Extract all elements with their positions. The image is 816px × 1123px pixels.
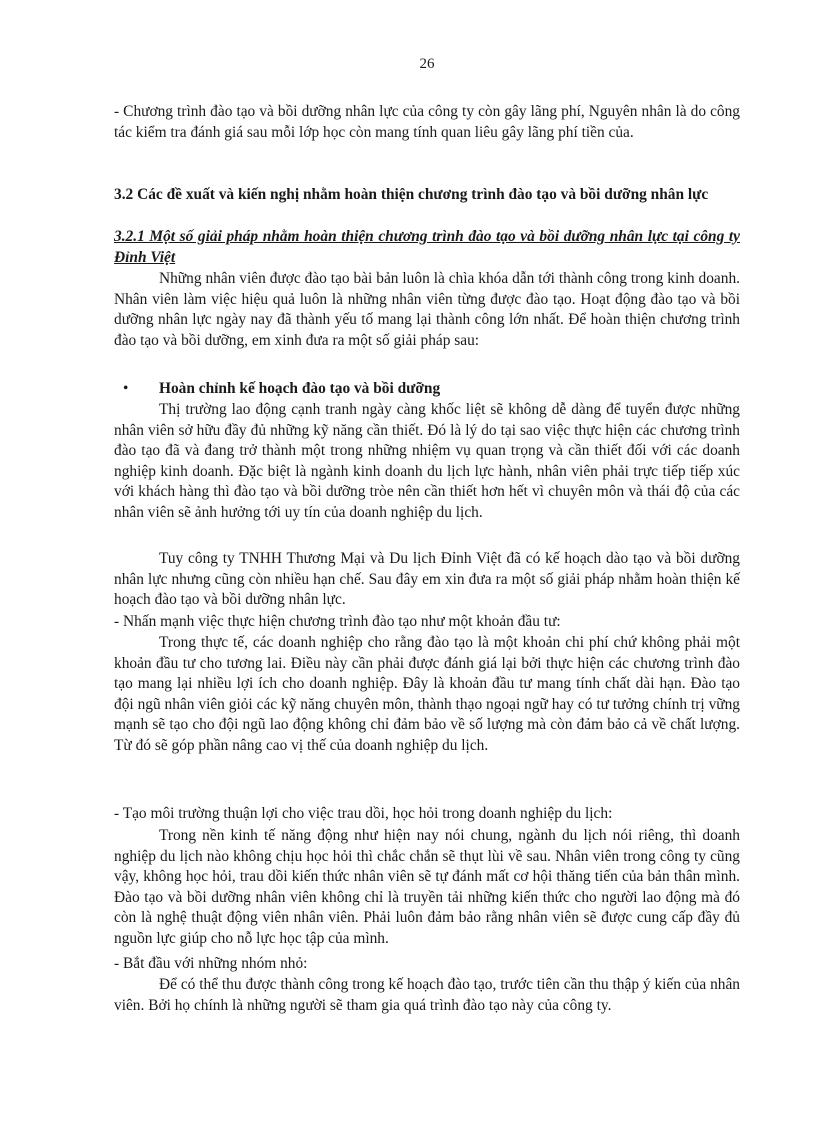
item-investment-title: - Nhấn mạnh việc thực hiện chương trình đào tạo như một khoản đầu tư:: [114, 613, 561, 630]
item-small-groups-body: Để có thể thu được thành công trong kế hoạch đào tạo, trước tiên cần thu thập ý kiến của nhân viên. Bởi họ chính là những người sẽ tham gia quá trình đào tạo này của công ty.: [114, 976, 740, 1014]
item-environment-title: - Tạo môi trường thuận lợi cho việc trau dồi, học hỏi trong doanh nghiệp du lịch:: [114, 805, 613, 822]
bullet-heading: [114, 379, 785, 400]
paragraph-labor-market: Thị trường lao động cạnh tranh ngày càng khốc liệt sẽ không dễ dàng để tuyển được những nhân viên sở hữu đầy đủ những kỹ năng cần thiết. Đó là lý do tại sao việc thực hiện các chương trình đào tạo đã và đang trở thành một trong những nhiệm vụ quan trọng và cần thiết đối với các doanh nghiệp kinh doanh. Đặc biệt là ngành kinh doanh du lịch lực hành, nhân viên phải trực tiếp tiếp xúc với khách hàng thì đào tạo và bồi dưỡng tròe nên cần thiết hơn hết vì chuyên môn và thái độ của các nhân viên sẽ ảnh hưởng tới uy tín của doanh nghiệp du lịch.: [114, 401, 740, 521]
bullet-icon: •: [123, 380, 129, 397]
bullet-heading-text: Hoàn chỉnh kế hoạch đào tạo và bồi dưỡng: [159, 380, 441, 397]
item-environment-body: Trong nền kinh tế năng động như hiện nay nói chung, ngành du lịch nói riêng, thì doanh nghiệp du lịch nào không chịu học hỏi thì chắc chắn sẽ thụt lùi về sau. Nhân viên trong công ty cũng vậy, không học hỏi, trau dồi kiến thức nhân viên sẽ tự đánh mất cơ hội thăng tiến của bản thân mình. Đào tạo và bồi dưỡng nhân viên không chỉ là truyền tải những kiến thức cho người lao động mà đó còn là nghệ thuật động viên nhân viên. Phải luôn đảm bảo rằng nhân viên sẽ được cung cấp đầy đủ nguồn lực giúp cho nỗ lực học tập của mình.: [114, 827, 740, 947]
item-investment-body: Trong thực tế, các doanh nghiệp cho rằng đào tạo là một khoản chi phí chứ không phải một khoản đầu tư cho tương lai. Điều này cần phải được đánh giá lại bởi thực hiện các chương trình đào tạo mang lại nhiều lợi ích cho doanh nghiệp. Đây là khoản đầu tư mang tính chất dài hạn. Đào tạo đội ngũ nhân viên giỏi các kỹ năng chuyên môn, thành thạo ngoại ngữ hay có tư tưởng chính trị vững mạnh sẽ tạo cho đội ngũ lao động không chỉ đảm bảo về số lượng mà còn đảm bảo cả về chất lượng. Từ đó sẽ góp phần nâng cao vị thế của doanh nghiệp du lịch.: [114, 634, 740, 754]
section-heading-3-2: 3.2 Các đề xuất và kiến nghị nhằm hoàn thiện chương trình đào tạo và bồi dưỡng nhân lực: [114, 186, 709, 203]
paragraph-intro-training: Những nhân viên được đào tạo bài bản luôn là chìa khóa dẫn tới thành công trong kinh doanh. Nhân viên làm việc hiệu quả luôn là những nhân viên từng được đào tạo. Hoạt động đào tạo và bồi dưỡng nhân lực ngày nay đã thành yếu tố mang lại thành công lớn nhất. Để hoàn thiện chương trình đào tạo và bồi dưỡng, em xinh đưa ra một số giải pháp sau:: [114, 270, 740, 349]
paragraph-company-plan: Tuy công ty TNHH Thương Mại và Du lịch Đỉnh Việt đã có kế hoạch dào tạo và bồi dưỡng nhân lực nhưng cũng còn nhiều hạn chế. Sau đây em xin đưa ra một số giải pháp nhằm hoàn thiện kế hoạch đào tạo và bồi dưỡng nhân lực.: [114, 550, 740, 608]
subsection-heading-3-2-1: 3.2.1 Một số giải pháp nhằm hoàn thiện chương trình đào tạo và bồi dưỡng nhân lực tại công ty Đỉnh Việt: [114, 228, 740, 266]
intro-paragraph: - Chương trình đào tạo và bồi dưỡng nhân lực của công ty còn gây lãng phí, Nguyên nhân là do công tác kiểm tra đánh giá sau mỗi lớp học còn mang tính quan liêu gây lãng phí tiền của.: [114, 103, 740, 141]
item-small-groups-title: - Bắt đầu với những nhóm nhỏ:: [114, 955, 308, 972]
page-number: 26: [419, 56, 435, 72]
